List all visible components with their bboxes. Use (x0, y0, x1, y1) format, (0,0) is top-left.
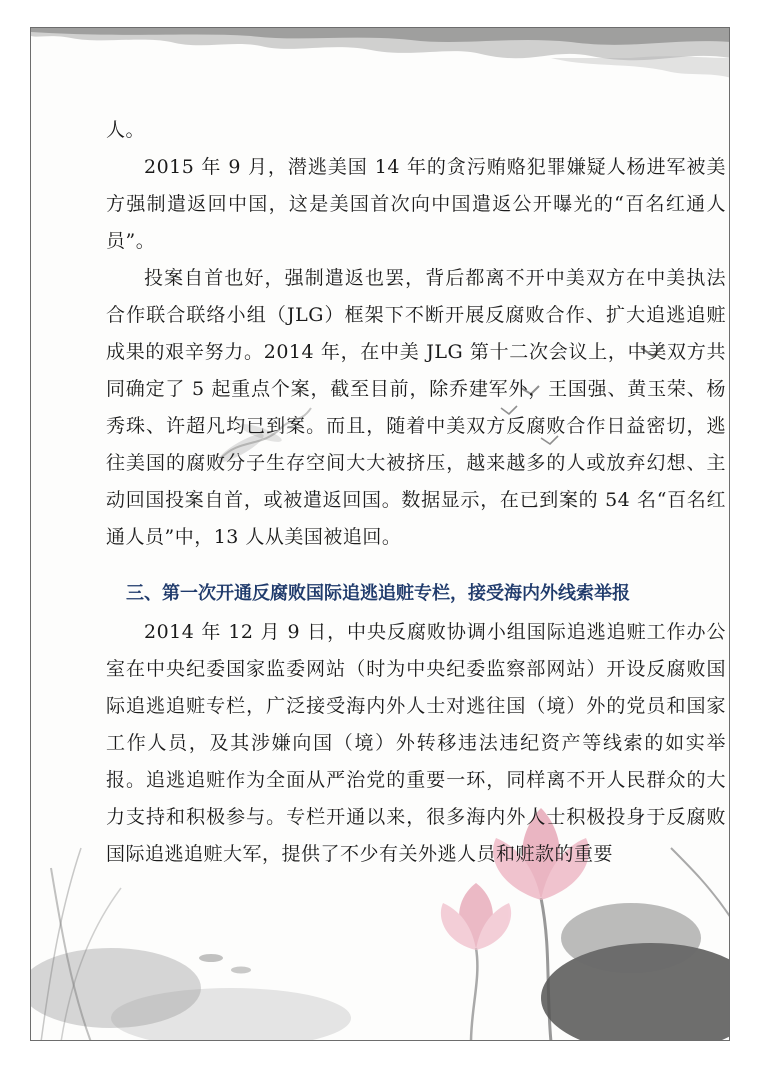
ink-wash-top-decoration (31, 28, 730, 98)
document-page (30, 27, 730, 1041)
section-heading: 三、第一次开通反腐败国际追逃追赃专栏，接受海内外线索举报 (126, 583, 630, 604)
document-body (106, 112, 726, 873)
paragraph-2: 2015 年 9 月，潜逃美国 14 年的贪污贿赂犯罪嫌疑人杨进军被美方强制遣返回中国，这是美国首次向中国遣返公开曝光的“百名红通人员”。 (106, 156, 726, 252)
paragraph-1: 人。 (106, 119, 146, 141)
paragraph-4: 2014 年 12 月 9 日，中央反腐败协调小组国际追逃追赃工作办公室在中央纪委国家监委网站（时为中央纪委监察部网站）开设反腐败国际追逃追赃专栏，广泛接受海内外人士对逃往国（境）外的党员和国家工作人员，及其涉嫌向国（境）外转移违法违纪资产等线索的如实举报。追逃追赃作为全面从严治党的重要一环，同样离不开人民群众的大力支持和积极参与。专栏开通以来，很多海内外人士积极投身于反腐败国际追逃追赃大军，提供了不少有关外逃人员和赃款的重要 (106, 621, 726, 865)
paragraph-3: 投案自首也好，强制遣返也罢，背后都离不开中美双方在中美执法合作联合联络小组（JLG）框架下不断开展反腐败合作、扩大追逃追赃成果的艰辛努力。2014 年，在中美 JLG 第十二次会议上，中美双方共同确定了 5 起重点个案，截至目前，除乔建军外，王国强、黄玉荣、杨秀珠、许超凡均已到案。而且，随着中美双方反腐败合作日益密切，逃往美国的腐败分子生存空间大大被挤压，越来越多的人或放弃幻想、主动回国投案自首，或被遣返回国。数据显示，在已到案的 54 名“百名红通人员”中，13 人从美国被追回。 (106, 267, 726, 548)
